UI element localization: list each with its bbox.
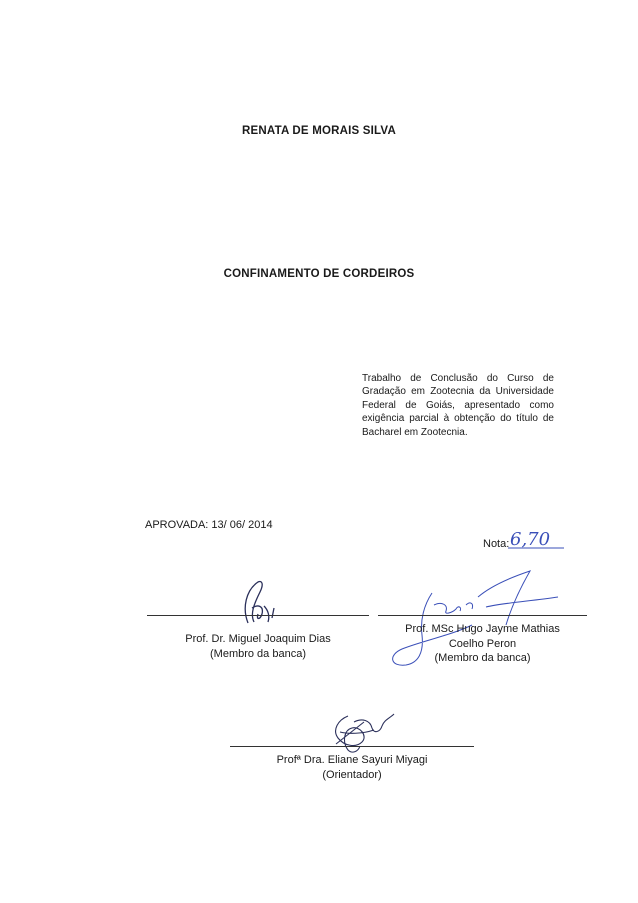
grade-value: 6,70 <box>510 529 551 550</box>
document-title: CONFINAMENTO DE CORDEIROS <box>223 268 415 280</box>
advisor <box>230 753 474 782</box>
grade-label-text: Nota: <box>483 538 510 550</box>
committee-left-role: (Membro da banca) <box>210 647 306 660</box>
signature-line-left <box>147 615 369 616</box>
advisor-name: Profª Dra. Eliane Sayuri Miyagi <box>276 754 428 766</box>
committee-member-right <box>378 622 587 666</box>
committee-right-name-line2: Coelho Peron <box>448 637 517 650</box>
signature-line-right <box>378 615 587 616</box>
approval-date: APROVADA: 13/ 06/ 2014 <box>145 519 273 531</box>
committee-left-name: Prof. Dr. Miguel Joaquim Dias <box>185 633 331 645</box>
committee-member-left <box>147 632 369 661</box>
advisor-role: (Orientador) <box>322 768 382 781</box>
committee-right-role: (Membro da banca) <box>434 652 531 664</box>
signature-line-center <box>230 746 474 747</box>
signature-center <box>318 708 398 758</box>
handwritten-grade <box>506 525 566 553</box>
signature-left <box>228 578 288 628</box>
committee-right-name-line1: Prof. MSc Hugo Jayme Mathias <box>405 623 560 635</box>
author-name: RENATA DE MORAIS SILVA <box>242 125 396 137</box>
abstract-text: Trabalho de Conclusão do Curso de Gradação em Zootecnia da Universidade Federal de Goiás, apresentado como exigência parcial à obtenção do título de Bacharel em Zootecnia. <box>362 373 554 438</box>
